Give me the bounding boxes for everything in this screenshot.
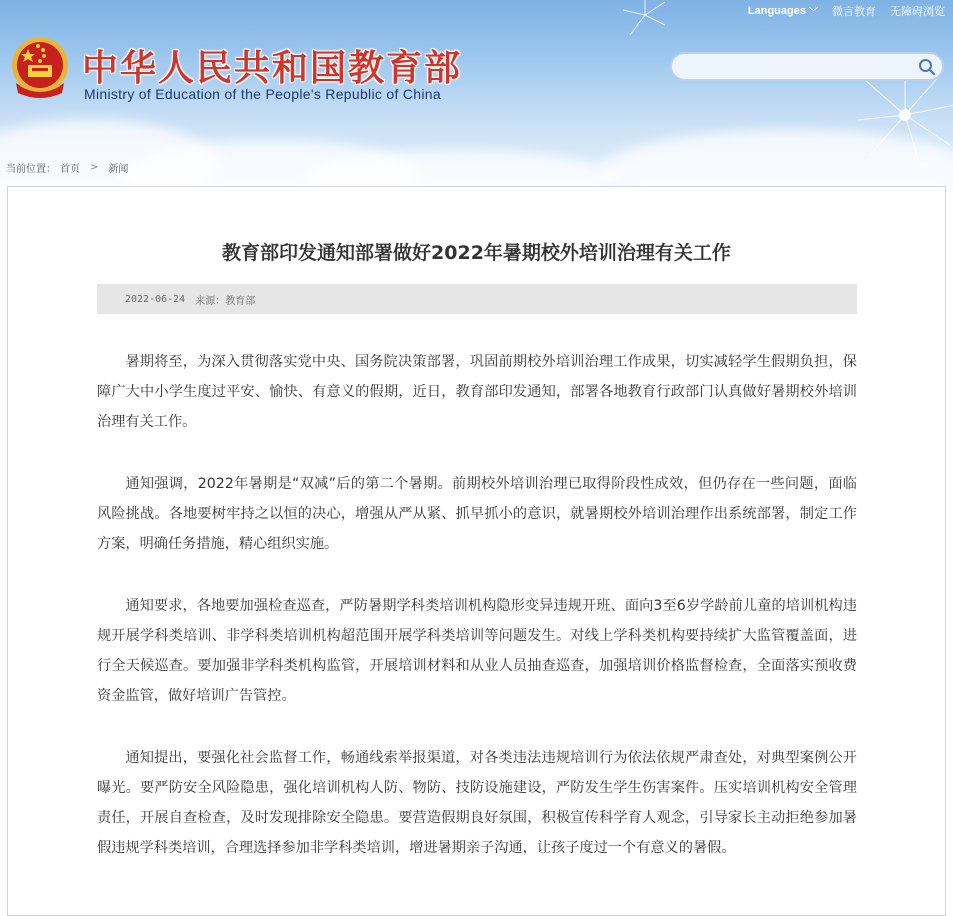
chevron-down-icon: ﹀ [808, 6, 818, 17]
breadcrumb [6, 160, 128, 175]
languages-dropdown[interactable] [748, 5, 818, 18]
site-title-cn: 中华人民共和国教育部 [82, 48, 463, 89]
top-links [748, 3, 945, 19]
national-emblem-icon [8, 35, 72, 101]
search-box [670, 52, 944, 81]
site-header [0, 0, 953, 186]
article-title: 教育部印发通知部署做好2022年暑期校外培训治理有关工作 [222, 242, 731, 264]
article-paragraph: 暑期将至，为深入贯彻落实党中央、国务院决策部署，巩固前期校外培训治理工作成果，切实减轻学生假期负担，保障广大中小学生度过平安、愉快、有意义的假期，近日，教育部印发通知，部署各地教育行政部门认真做好暑期校外培训治理有关工作。 [97, 354, 857, 430]
article-date: 2022-06-24 [125, 293, 186, 305]
languages-label: Languages [747, 5, 806, 17]
article-paragraph: 通知提出，要强化社会监督工作，畅通线索举报渠道，对各类违法违规培训行为依法依规严肃查处，对典型案例公开曝光。要严防安全风险隐患，强化培训机构人防、物防、技防设施建设，严防发生学生伤害案件。压实培训机构安全管理责任，开展自查检查，及时发现排除安全隐患。要营造假期良好氛围，积极宣传科学育人观念，引导家长主动拒绝参加暑假违规学科类培训，合理选择参加非学科类培训，增进暑期亲子沟通，让孩子度过一个有意义的暑假。 [97, 750, 857, 856]
article-panel [7, 186, 946, 916]
article-meta [97, 284, 857, 314]
article-source: 来源：教育部 [195, 295, 256, 307]
weiyan-edu-link[interactable]: 微言教育 [832, 5, 876, 18]
dandelion-decoration-icon [620, 0, 670, 40]
accessibility-link[interactable]: 无障碍浏览 [890, 5, 945, 18]
breadcrumb-home-link[interactable]: 首页 [60, 164, 80, 175]
chevron-right-icon: > [90, 162, 99, 173]
article-paragraph: 通知要求，各地要加强检查巡查，严防暑期学科类培训机构隐形变异违规开班、面向3至6岁学龄前儿童的培训机构违规开展学科类培训、非学科类培训机构超范围开展学科类培训等问题发生。对线上学科类机构要持续扩大监管覆盖面，进行全天候巡查。要加强非学科类机构监管，开展培训材料和从业人员抽查巡查，加强培训价格监督检查，全面落实预收费资金监管，做好培训广告管控。 [97, 598, 857, 704]
site-title-en: Ministry of Education of the People's Republic of China [84, 86, 441, 102]
search-icon[interactable] [918, 58, 936, 76]
article-paragraph: 通知强调，2022年暑期是“双减”后的第二个暑期。前期校外培训治理已取得阶段性成效，但仍存在一些问题，面临风险挑战。各地要树牢持之以恒的决心，增强从严从紧、抓早抓小的意识，就暑期校外培训治理作出系统部署，制定工作方案，明确任务措施，精心组织实施。 [97, 476, 857, 552]
breadcrumb-label: 当前位置： [6, 164, 56, 175]
article-body [97, 347, 857, 895]
search-input[interactable] [682, 57, 916, 78]
breadcrumb-current[interactable]: 新闻 [108, 164, 129, 175]
